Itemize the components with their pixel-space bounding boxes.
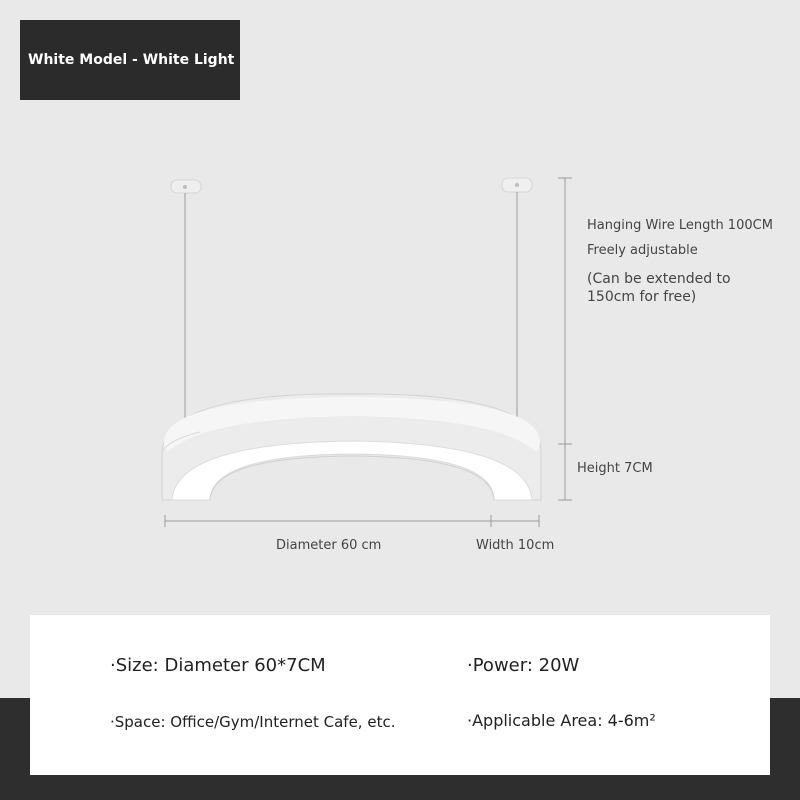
ceiling-canopy-right bbox=[502, 178, 532, 192]
spec-power: ·Power: 20W bbox=[467, 655, 580, 676]
wire-extension-label: (Can be extended to 150cm for free) bbox=[587, 271, 731, 305]
page-title: White Model - White Light bbox=[28, 52, 235, 68]
diameter-label: Diameter 60 cm bbox=[276, 538, 382, 553]
spec-card bbox=[30, 615, 770, 775]
wire-length-label: Hanging Wire Length 100CM bbox=[587, 218, 773, 233]
width-dimension-line bbox=[165, 515, 539, 527]
spec-space: ·Space: Office/Gym/Internet Cafe, etc. bbox=[110, 713, 396, 731]
spec-area: ·Applicable Area: 4-6m² bbox=[467, 711, 656, 730]
ring-lamp bbox=[162, 394, 541, 500]
wire-adjustable-label: Freely adjustable bbox=[587, 243, 698, 258]
spec-size: ·Size: Diameter 60*7CM bbox=[110, 655, 326, 676]
height-label: Height 7CM bbox=[577, 461, 653, 476]
width-label: Width 10cm bbox=[476, 538, 555, 553]
height-dimension-line bbox=[558, 178, 572, 500]
ceiling-canopy-left bbox=[171, 180, 201, 193]
